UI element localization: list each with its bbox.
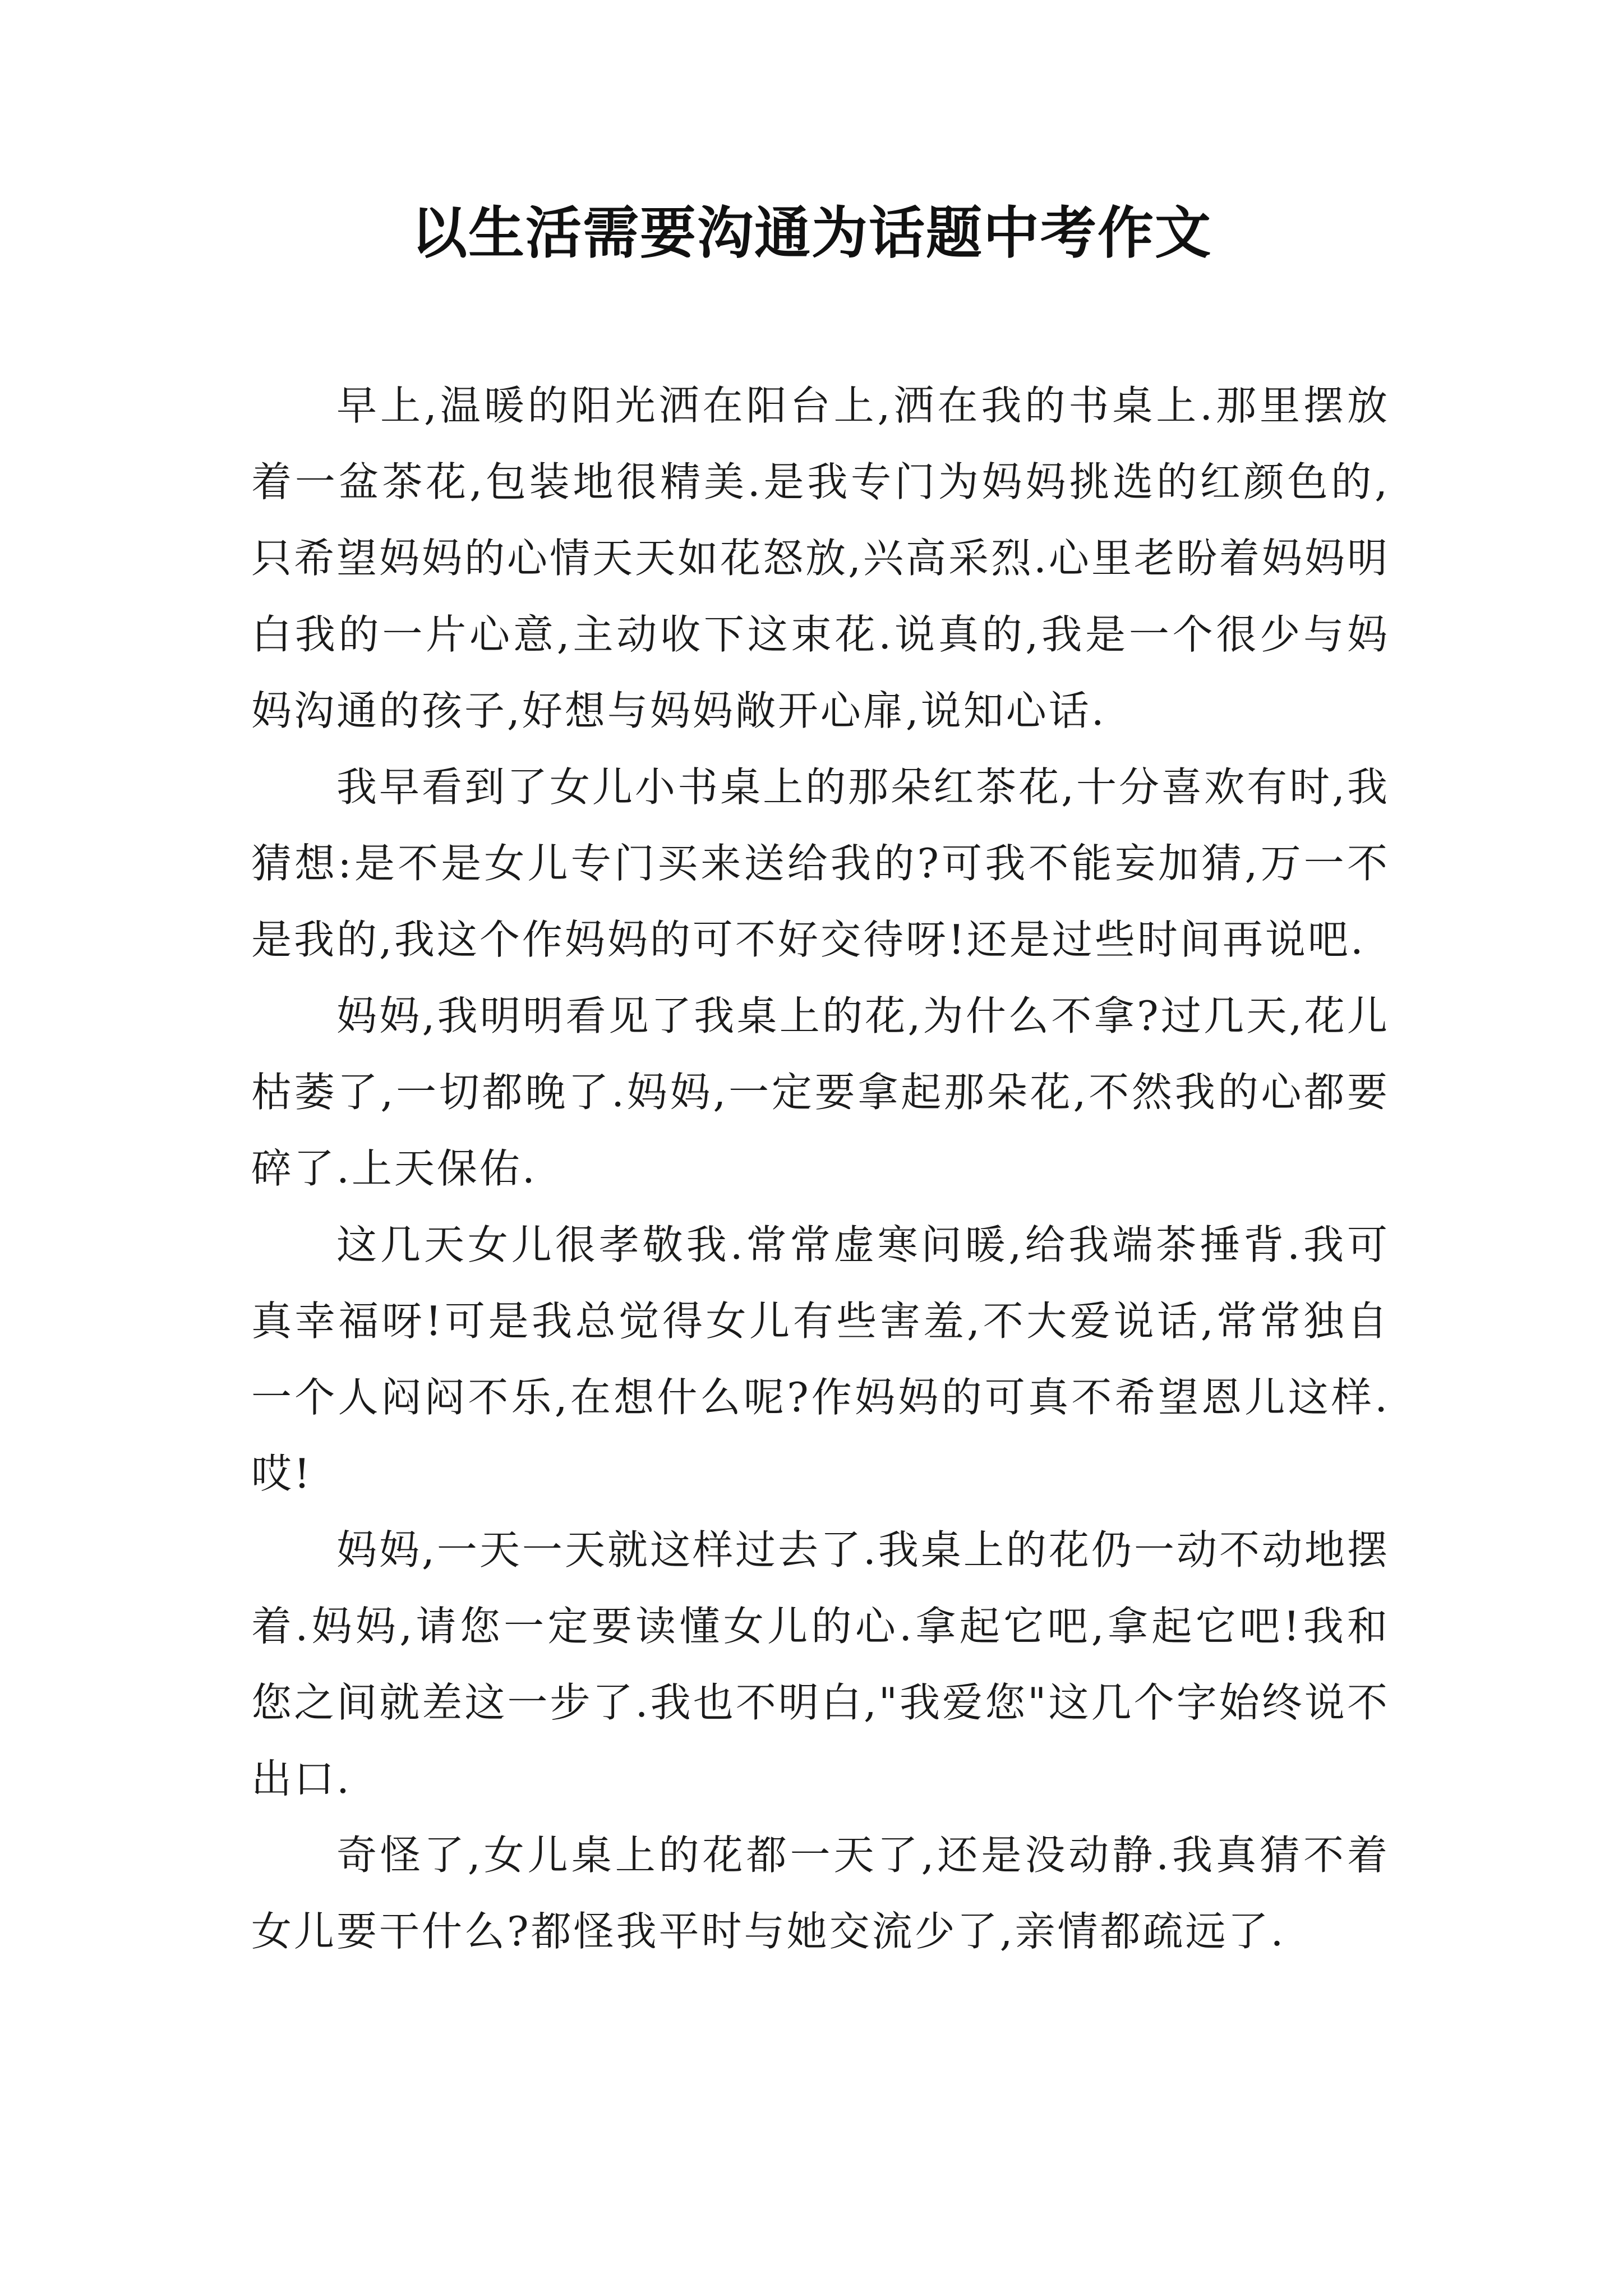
paragraph-1: 早上,温暖的阳光洒在阳台上,洒在我的书桌上.那里摆放着一盆茶花,包装地很精美.是我专门为妈妈挑选的红颜色的,只希望妈妈的心情天天如花怒放,兴高采烈.心里老盼着妈妈明白我的一片心意,主动收下这束花.说真的,我是一个很少与妈妈沟通的孩子,好想与妈妈敞开心扉,说知心话.: [251, 382, 1390, 734]
paragraph-2: 我早看到了女儿小书桌上的那朵红茶花,十分喜欢有时,我猜想:是不是女儿专门买来送给我的?可我不能妄加猜,万一不是我的,我这个作妈妈的可不好交待呀!还是过些时间再说吧.: [251, 763, 1390, 963]
paragraph-3: 妈妈,我明明看见了我桌上的花,为什么不拿?过几天,花儿枯萎了,一切都晚了.妈妈,一定要拿起那朵花,不然我的心都要碎了.上天保佑.: [251, 992, 1390, 1192]
document-title: 以生活需要沟通为话题中考作文: [411, 200, 1212, 266]
paragraph-4: 这几天女儿很孝敬我.常常虚寒问暖,给我端茶捶背.我可真幸福呀!可是我总觉得女儿有些害羞,不大爱说话,常常独自一个人闷闷不乐,在想什么呢?作妈妈的可真不希望恩儿这样.哎!: [251, 1221, 1390, 1497]
document-body: [251, 367, 1390, 1970]
paragraph-5: 妈妈,一天一天就这样过去了.我桌上的花仍一动不动地摆着.妈妈,请您一定要读懂女儿的心.拿起它吧,拿起它吧!我和您之间就差这一步了.我也不明白,"我爱您"这几个字始终说不出口.: [251, 1526, 1390, 1802]
paragraph-6: 奇怪了,女儿桌上的花都一天了,还是没动静.我真猜不着女儿要干什么?都怪我平时与她交流少了,亲情都疏远了.: [251, 1832, 1390, 1955]
